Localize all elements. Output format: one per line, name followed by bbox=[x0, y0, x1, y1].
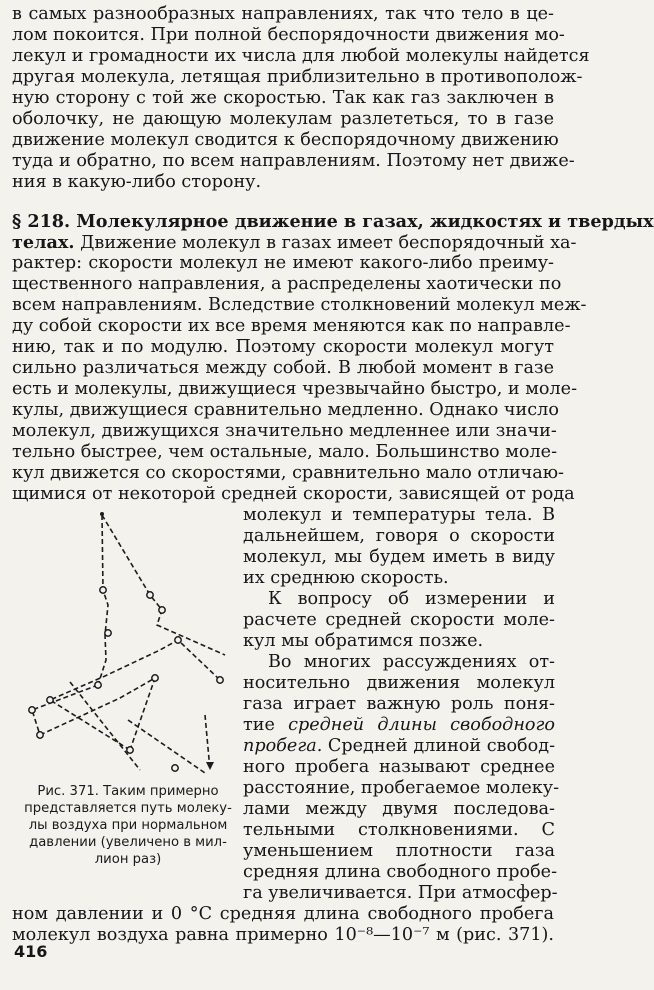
text-line: щественного направления, а распределены хаотически по bbox=[12, 274, 562, 294]
text-line: молекул воздуха равна примерно 10⁻⁸—10⁻⁷ м (рис. 371). bbox=[12, 925, 554, 945]
text-line: ния в какую-либо сторону. bbox=[12, 172, 262, 192]
collision-point bbox=[127, 747, 133, 753]
text-line: есть и молекулы, движущиеся чрезвычайно быстро, и моле- bbox=[12, 379, 578, 399]
text-line: носительно движения молекул bbox=[243, 673, 555, 693]
text-line: сильно различаться между собой. В любой момент в газе bbox=[12, 358, 554, 378]
section-heading: § 218. Молекулярное движение в газах, жидкостях и твердых bbox=[12, 211, 654, 232]
text-line: средняя длина свободного пробе- bbox=[243, 862, 558, 882]
path-segment bbox=[128, 720, 205, 773]
collision-point bbox=[147, 592, 153, 598]
text-line: газа играет важную роль поня- bbox=[243, 694, 555, 714]
text-line bbox=[243, 736, 555, 757]
text-line: нию, так и по модулю. Поэтому скорости молекул могут bbox=[12, 337, 554, 357]
path-segment bbox=[70, 682, 140, 770]
collision-point bbox=[95, 682, 101, 688]
page-number: 416 bbox=[14, 942, 48, 961]
term-italic: средней длины свободного bbox=[288, 715, 555, 735]
text-line: молекул, мы будем иметь в виду bbox=[243, 547, 555, 567]
text-line: тельными столкновениями. С bbox=[243, 820, 555, 840]
text-line: К вопросу об измерении и bbox=[268, 589, 555, 609]
text-line: Во многих рассуждениях от- bbox=[268, 652, 555, 672]
caption-line: Рис. 371. Таким примерно bbox=[37, 784, 219, 799]
start-point bbox=[100, 512, 104, 516]
path-segment bbox=[205, 715, 210, 770]
collision-point bbox=[172, 765, 178, 771]
collision-point bbox=[159, 607, 165, 613]
text-line: их среднюю скорость. bbox=[243, 568, 449, 588]
term-italic: пробега. bbox=[243, 736, 323, 756]
path-segment bbox=[98, 515, 108, 685]
text-line: ного пробега называют среднее bbox=[243, 757, 555, 777]
text-line: молекул, движущихся значительно медленнее или значи- bbox=[12, 421, 557, 441]
text-line bbox=[12, 232, 577, 254]
caption-line: представляется путь молеку- bbox=[24, 801, 232, 816]
text-line: дальнейшем, говоря о скорости bbox=[243, 526, 555, 546]
text-line: лом покоится. При полной беспорядочности движения мо- bbox=[12, 25, 565, 45]
text-span: тие bbox=[243, 715, 289, 735]
text-line: кул движется со скоростями, сравнительно мало отличаю- bbox=[12, 463, 564, 483]
text-line: всем направлениям. Вследствие столкновений молекул меж- bbox=[12, 295, 587, 315]
collision-point bbox=[217, 677, 223, 683]
collision-point bbox=[100, 587, 106, 593]
text-line: расчете средней скорости моле- bbox=[243, 610, 555, 630]
caption-line: лион раз) bbox=[94, 852, 162, 867]
text-line: кулы, движущиеся сравнительно медленно. Однако число bbox=[12, 400, 559, 420]
collision-point bbox=[152, 675, 158, 681]
collision-point bbox=[47, 697, 53, 703]
text-line: щимися от некоторой средней скорости, зависящей от рода bbox=[12, 484, 575, 504]
text-line bbox=[243, 715, 555, 736]
text-line: в самых разнообразных направлениях, так что тело в це- bbox=[12, 4, 554, 24]
text-line: молекул и температуры тела. В bbox=[243, 505, 555, 525]
text-line: га увеличивается. При атмосфер- bbox=[243, 883, 558, 903]
collision-point bbox=[105, 630, 111, 636]
text-line: туда и обратно, по всем направлениям. Поэтому нет движе- bbox=[12, 151, 575, 171]
collision-point bbox=[37, 732, 43, 738]
section-heading-end: телах. bbox=[12, 232, 75, 253]
text-line: движение молекул сводится к беспорядочному движению bbox=[12, 130, 559, 150]
text-line: другая молекула, летящая приблизительно в противополож- bbox=[12, 67, 583, 87]
molecule-path-figure bbox=[10, 500, 242, 780]
collision-point bbox=[175, 637, 181, 643]
text-line: оболочку, не дающую молекулам разлететься, то в газе bbox=[12, 109, 554, 129]
path-segment bbox=[102, 515, 225, 655]
text-line: ном давлении и 0 °C средняя длина свободного пробега bbox=[12, 904, 554, 924]
text-span: Средней длиной свобод- bbox=[322, 736, 556, 756]
text-line: ную сторону с той же скоростью. Так как газ заключен в bbox=[12, 88, 554, 108]
caption-line: лы воздуха при нормальном bbox=[28, 818, 228, 833]
text-line: ду собой скорости их все время меняются как по направле- bbox=[12, 316, 571, 336]
arrow-head bbox=[206, 762, 214, 770]
text-line: лекул и громадности их числа для любой молекулы найдется bbox=[12, 46, 590, 66]
text-line: расстояние, пробегаемое молеку- bbox=[243, 778, 560, 798]
text-line: рактер: скорости молекул не имеют какого-либо преиму- bbox=[12, 253, 554, 273]
text-line: уменьшением плотности газа bbox=[243, 841, 555, 861]
collision-point bbox=[29, 707, 35, 713]
text-line: лами между двумя последова- bbox=[243, 799, 555, 819]
text-line: тельно быстрее, чем остальные, мало. Большинство моле- bbox=[12, 442, 558, 462]
caption-line: давлении (увеличено в мил- bbox=[29, 835, 227, 850]
text-line: кул мы обратимся позже. bbox=[243, 631, 484, 651]
text-span: Движение молекул в газах имеет беспорядочный ха- bbox=[74, 233, 577, 253]
